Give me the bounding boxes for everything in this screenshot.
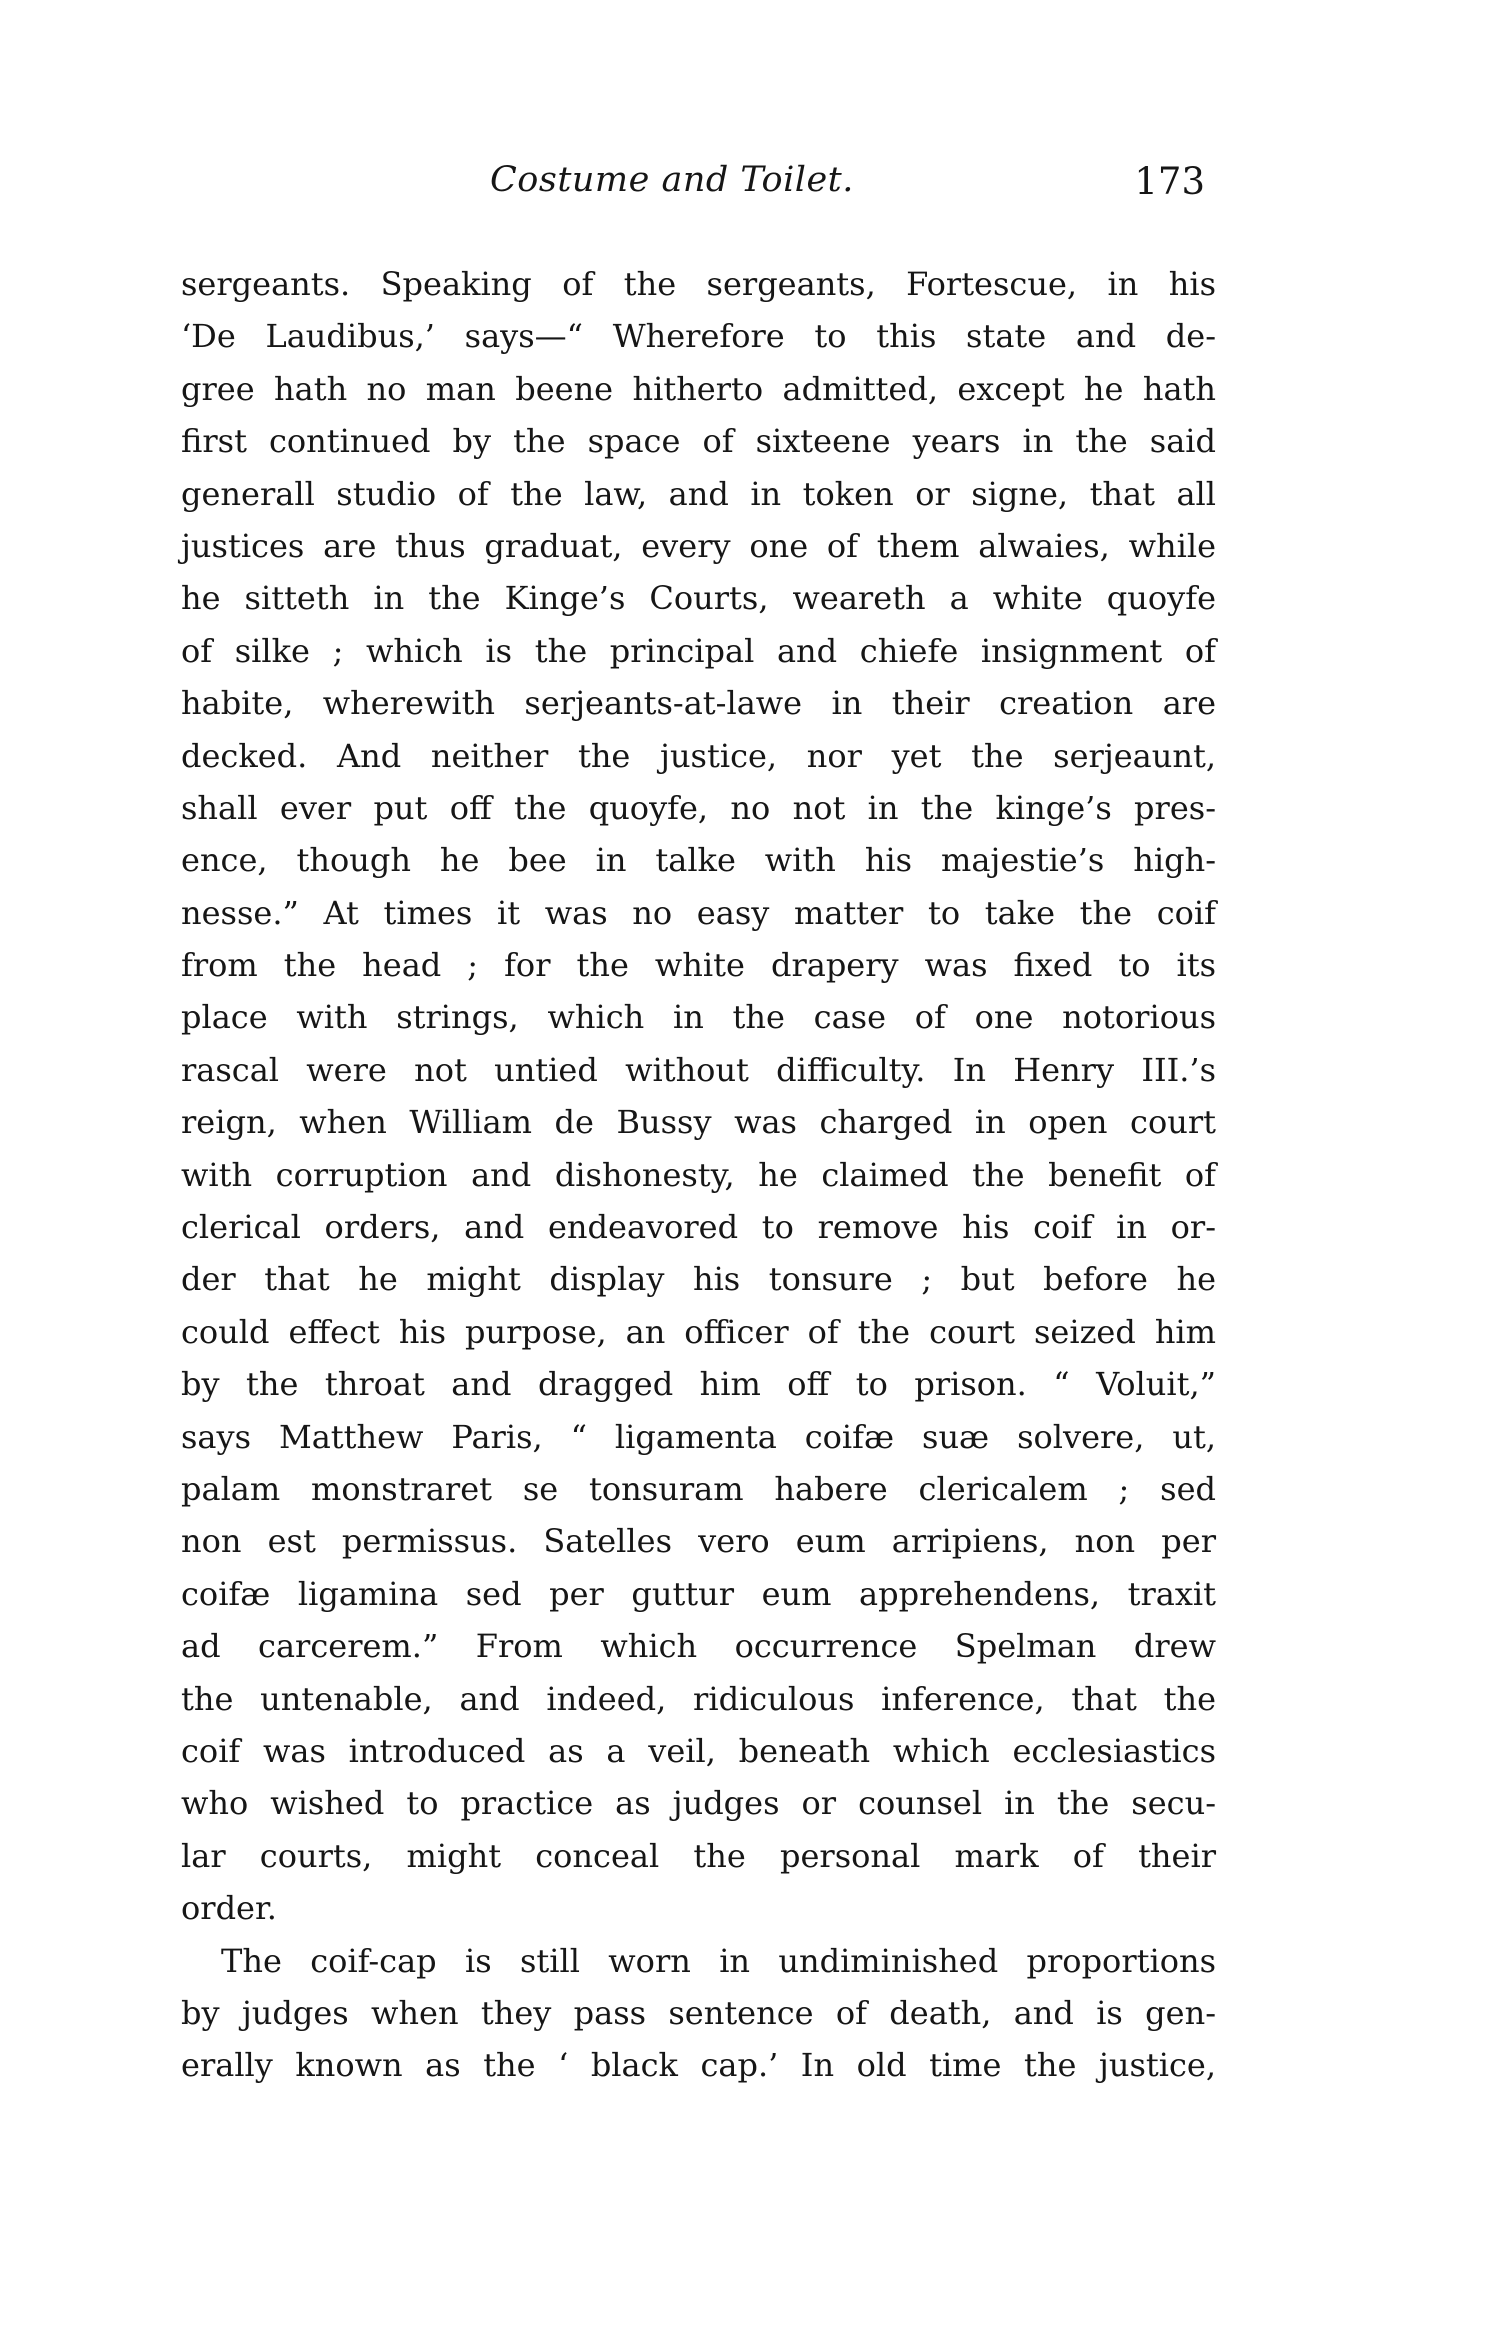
- text-line: generall studio of the law, and in token or signe, that all: [181, 474, 1216, 513]
- text-line: sergeants. Speaking of the sergeants, Fortescue, in his: [181, 265, 1216, 303]
- text-line: reign, when William de Bussy was charged in open court: [181, 1103, 1216, 1142]
- text-line: nesse.” At times it was no easy matter to take the coif: [181, 893, 1216, 932]
- text-line: who wished to practice as judges or counsel in the secu-: [181, 1784, 1216, 1823]
- text-line: says Matthew Paris, “ ligamenta coifæ suæ solvere, ut,: [181, 1417, 1216, 1456]
- text-line: with corruption and dishonesty, he claimed the benefit of: [181, 1155, 1216, 1194]
- paragraph-end-line: order.: [181, 1889, 277, 1928]
- text-line: rascal were not untied without difficulty. In Henry III.’s: [181, 1050, 1216, 1089]
- text-line: clerical orders, and endeavored to remove his coif in or-: [181, 1208, 1216, 1247]
- text-line: could effect his purpose, an officer of the court seized him: [181, 1312, 1216, 1351]
- text-line: place with strings, which in the case of one notorious: [181, 998, 1216, 1037]
- text-line: decked. And neither the justice, nor yet the serjeaunt,: [181, 736, 1216, 775]
- text-line: he sitteth in the Kinge’s Courts, weareth a white quoyfe: [181, 579, 1216, 618]
- text-line: erally known as the ‘ black cap.’ In old time the justice,: [181, 2046, 1216, 2085]
- page-number: 173: [1134, 160, 1205, 203]
- text-line: by the throat and dragged him off to prison. “ Voluit,”: [181, 1365, 1216, 1404]
- text-line: palam monstraret se tonsuram habere clericalem ; sed: [181, 1469, 1216, 1508]
- running-head: [180, 160, 1220, 220]
- text-line: coif was introduced as a veil, beneath which ecclesiastics: [181, 1731, 1216, 1770]
- text-line: ‘De Laudibus,’ says—“ Wherefore to this state and de-: [181, 317, 1216, 356]
- text-line: from the head ; for the white drapery was fixed to its: [181, 946, 1216, 985]
- body-text: [181, 258, 1216, 2092]
- text-line: of silke ; which is the principal and chiefe insignment of: [181, 631, 1216, 670]
- paragraph-first-line: The coif-cap is still worn in undiminished proportions: [221, 1941, 1216, 1980]
- text-line: non est permissus. Satelles vero eum arripiens, non per: [181, 1522, 1216, 1561]
- running-title: Costume and Toilet.: [490, 160, 854, 200]
- text-line: first continued by the space of sixteene years in the said: [181, 422, 1216, 461]
- text-line: gree hath no man beene hitherto admitted, except he hath: [181, 369, 1216, 408]
- text-line: the untenable, and indeed, ridiculous inference, that the: [181, 1679, 1216, 1718]
- text-line: ence, though he bee in talke with his majestie’s high-: [181, 841, 1216, 880]
- text-line: shall ever put off the quoyfe, no not in the kinge’s pres-: [181, 788, 1216, 827]
- text-line: justices are thus graduat, every one of them alwaies, while: [181, 526, 1216, 565]
- text-line: der that he might display his tonsure ; but before he: [181, 1260, 1216, 1299]
- text-line: by judges when they pass sentence of death, and is gen-: [181, 1993, 1216, 2032]
- text-line: ad carcerem.” From which occurrence Spelman drew: [181, 1627, 1216, 1666]
- text-line: coifæ ligamina sed per guttur eum apprehendens, traxit: [181, 1574, 1216, 1613]
- text-line: habite, wherewith serjeants-at-lawe in their creation are: [181, 684, 1216, 723]
- text-line: lar courts, might conceal the personal mark of their: [181, 1836, 1216, 1875]
